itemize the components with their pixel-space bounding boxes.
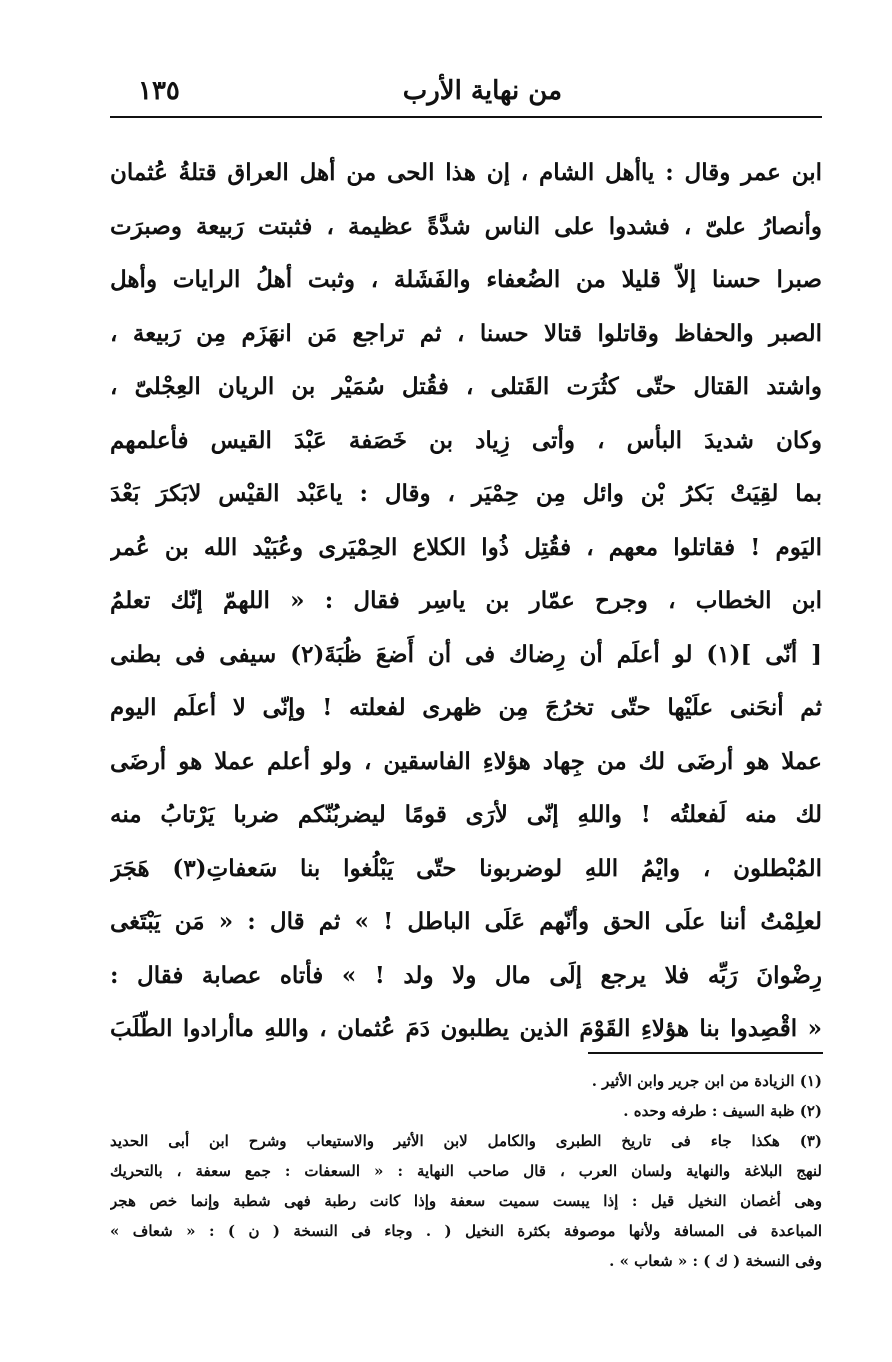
text-line: بما لقِيَتْ بَكرُ بْن وائل مِن حِمْيَر ، وقال : ياعَبْد القيْس لابَكرَ بَعْدَ — [110, 480, 822, 507]
footnote-line: (١) الزيادة من ابن جرير وابن الأثير . — [591, 1072, 822, 1090]
text-line: ابن الخطاب ، وجرح عمّار بن ياسِر فقال : « اللهمّ إنّك تعلمُ — [110, 587, 822, 614]
text-line: لعلِمْتُ أننا علَى الحق وأنّهم عَلَى الباطل ! » ثم قال : « مَن يَبْتَغى — [110, 908, 822, 935]
text-line: رِضْوانَ رَبِّه فلا يرجع إلَى مال ولا ولد ! » فأتاه عصابة فقال : — [110, 961, 822, 989]
text-line: الصبر والحفاظ وقاتلوا قتالا حسنا ، ثم تراجع مَن انهَزَم مِن رَبيعة ، — [110, 319, 822, 347]
page-header — [110, 72, 822, 118]
text-line: اليَوم ! فقاتلوا معهم ، فقُتِل ذُوا الكلاع الحِمْيَرى وعُبَيْد الله بن عُمر — [110, 533, 822, 561]
main-text — [110, 146, 822, 1056]
footnote-divider — [588, 1052, 823, 1054]
footnote-line: لنهج البلاغة والنهاية ولسان العرب ، قال صاحب النهاية : « السعفات : جمع سعفة ، بالتحريك — [110, 1162, 822, 1180]
page-number: ١٣٥ — [138, 76, 180, 106]
footnotes — [110, 1066, 822, 1276]
footnote-line: وفى النسخة ( ك ) : « شعاب » . — [609, 1252, 822, 1270]
text-line: ثم أنحَنى علَيْها حتّى تخرُجَ مِن ظهرى لفعلته ! وإنّى لا أعلَم اليوم — [110, 694, 822, 721]
text-line: [ أنّى ](١) لو أعلَم أن رِضاك فى أن أَضعَ ظُبَةَ(٢) سيفى فى بطنى — [110, 640, 822, 668]
text-line: لك منه لَفعلتُه ! واللهِ إنّى لأرَى قومًا ليضربُنّكم ضربا يَرْتابُ منه — [110, 801, 822, 828]
footnote-line: وهى أغصان النخيل قيل : إذا يبست سميت سعفة وإذا كانت رطبة فهى شطبة وإنما خص هجر — [110, 1192, 822, 1210]
text-line: ابن عمر وقال : ياأهل الشام ، إن هذا الحى من أهل العراق قتلةُ عُثمان — [110, 159, 822, 186]
text-line: عملا هو أرضَى لك من جِهاد هؤلاءِ الفاسقين ، ولو أعلم عملا هو أرضَى — [110, 747, 822, 775]
running-head: من نهاية الأرب — [402, 76, 562, 106]
footnote-line: (٢) ظبة السيف : طرفه وحده . — [623, 1102, 822, 1120]
text-line: وأنصارُ علىّ ، فشدوا على الناس شدَّةً عظيمة ، فثبتت رَبيعة وصبرَت — [110, 212, 822, 240]
text-line: واشتد القتال حتّى كثُرَت القَتلى ، فقُتل سُمَيْر بن الريان العِجْلىّ ، — [110, 373, 822, 400]
footnote-line: (٣) هكذا جاء فى تاريخ الطبرى والكامل لابن الأثير والاستيعاب وشرح ابن أبى الحديد — [110, 1132, 822, 1150]
text-line: المُبْطلون ، وايْمُ اللهِ لوضربونا حتّى يَبْلُغوا بنا سَعفاتِ(٣) هَجَرَ — [110, 854, 822, 882]
text-line: صبرا حسنا إلاّ قليلا من الضُعفاء والفَشَلة ، وثبت أهلُ الرايات وأهل — [110, 266, 822, 293]
footnote-line: المباعدة فى المسافة ولأنها موصوفة بكثرة النخيل ( . وجاء فى النسخة ( ن ) : « شعاف » — [110, 1222, 822, 1240]
text-line: وكان شديدَ البأس ، وأتى زِياد بن خَصَفة عَبْدَ القيس فأعلمهم — [110, 426, 822, 454]
text-line: « اقْصِدوا بنا هؤلاءِ القَوْمَ الذين يطلبون دَمَ عُثمان ، واللهِ ماأرادوا الطّلَبَ — [110, 1015, 822, 1042]
